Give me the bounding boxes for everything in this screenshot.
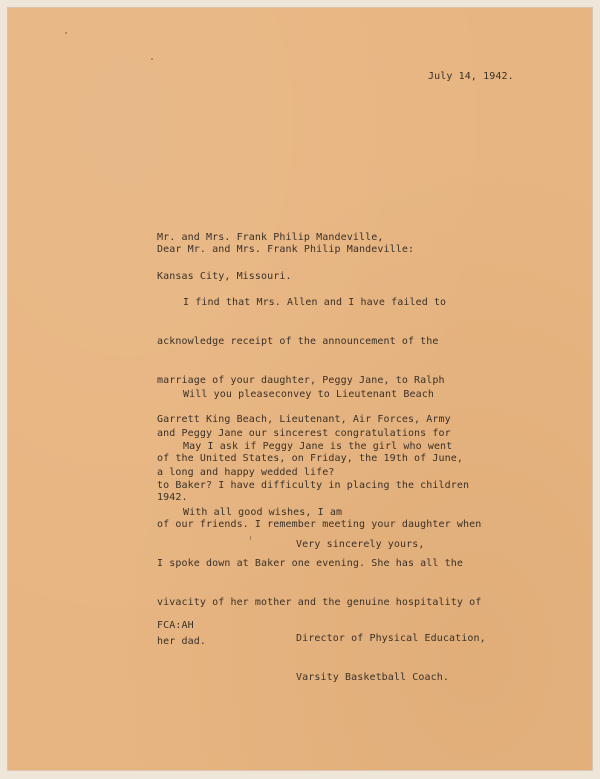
signature-title: Varsity Basketball Coach. (296, 672, 450, 683)
paragraph-3-line: I spoke down at Baker one evening. She has all the (157, 558, 464, 569)
paragraph-3-line: May I ask if Peggy Jane is the girl who went (183, 441, 453, 452)
paragraph-1-line: acknowledge receipt of the announcement of the (157, 336, 439, 347)
paragraph-1-line: of the United States, on Friday, the 19th of June, (157, 453, 464, 464)
paragraph-3-line: her dad. (157, 636, 206, 647)
paragraph-2-line: a long and happy wedded life? (157, 467, 335, 478)
signature-title: Director of Physical Education, (296, 633, 486, 644)
recipient-name: Mr. and Mrs. Frank Philip Mandeville, (157, 232, 384, 243)
paragraph-1-line: marriage of your daughter, Peggy Jane, to Ralph (157, 375, 445, 386)
paper-speck (65, 32, 67, 34)
complimentary-close: Very sincerely yours, (296, 539, 425, 550)
letter-date: July 14, 1942. (428, 71, 514, 82)
closing-line: With all good wishes, I am (183, 507, 343, 518)
paragraph-3-line: to Baker? I have difficulty in placing the children (157, 480, 470, 491)
paper-speck (151, 58, 153, 60)
salutation: Dear Mr. and Mrs. Frank Philip Mandeville: (157, 244, 415, 255)
paragraph-3-line: vivacity of her mother and the genuine hospitality of (157, 597, 482, 608)
paragraph-3-line: of our friends. I remember meeting your daughter when (157, 519, 482, 530)
reference-initials: FCA:AH (157, 620, 194, 631)
paragraph-2-line: and Peggy Jane our sincerest congratulations for (157, 428, 451, 439)
paragraph-1-line: I find that Mrs. Allen and I have failed to (183, 297, 447, 308)
paragraph-2-line: Will you pleaseconvey to Lieutenant Beach (183, 389, 434, 400)
letter-page (8, 8, 592, 770)
paragraph-1-line: 1942. (157, 492, 188, 503)
signature-block (296, 606, 486, 710)
recipient-city: Kansas City, Missouri. (157, 271, 292, 282)
paragraph-1-line: Garrett King Beach, Lieutenant, Air Forces, Army (157, 414, 451, 425)
